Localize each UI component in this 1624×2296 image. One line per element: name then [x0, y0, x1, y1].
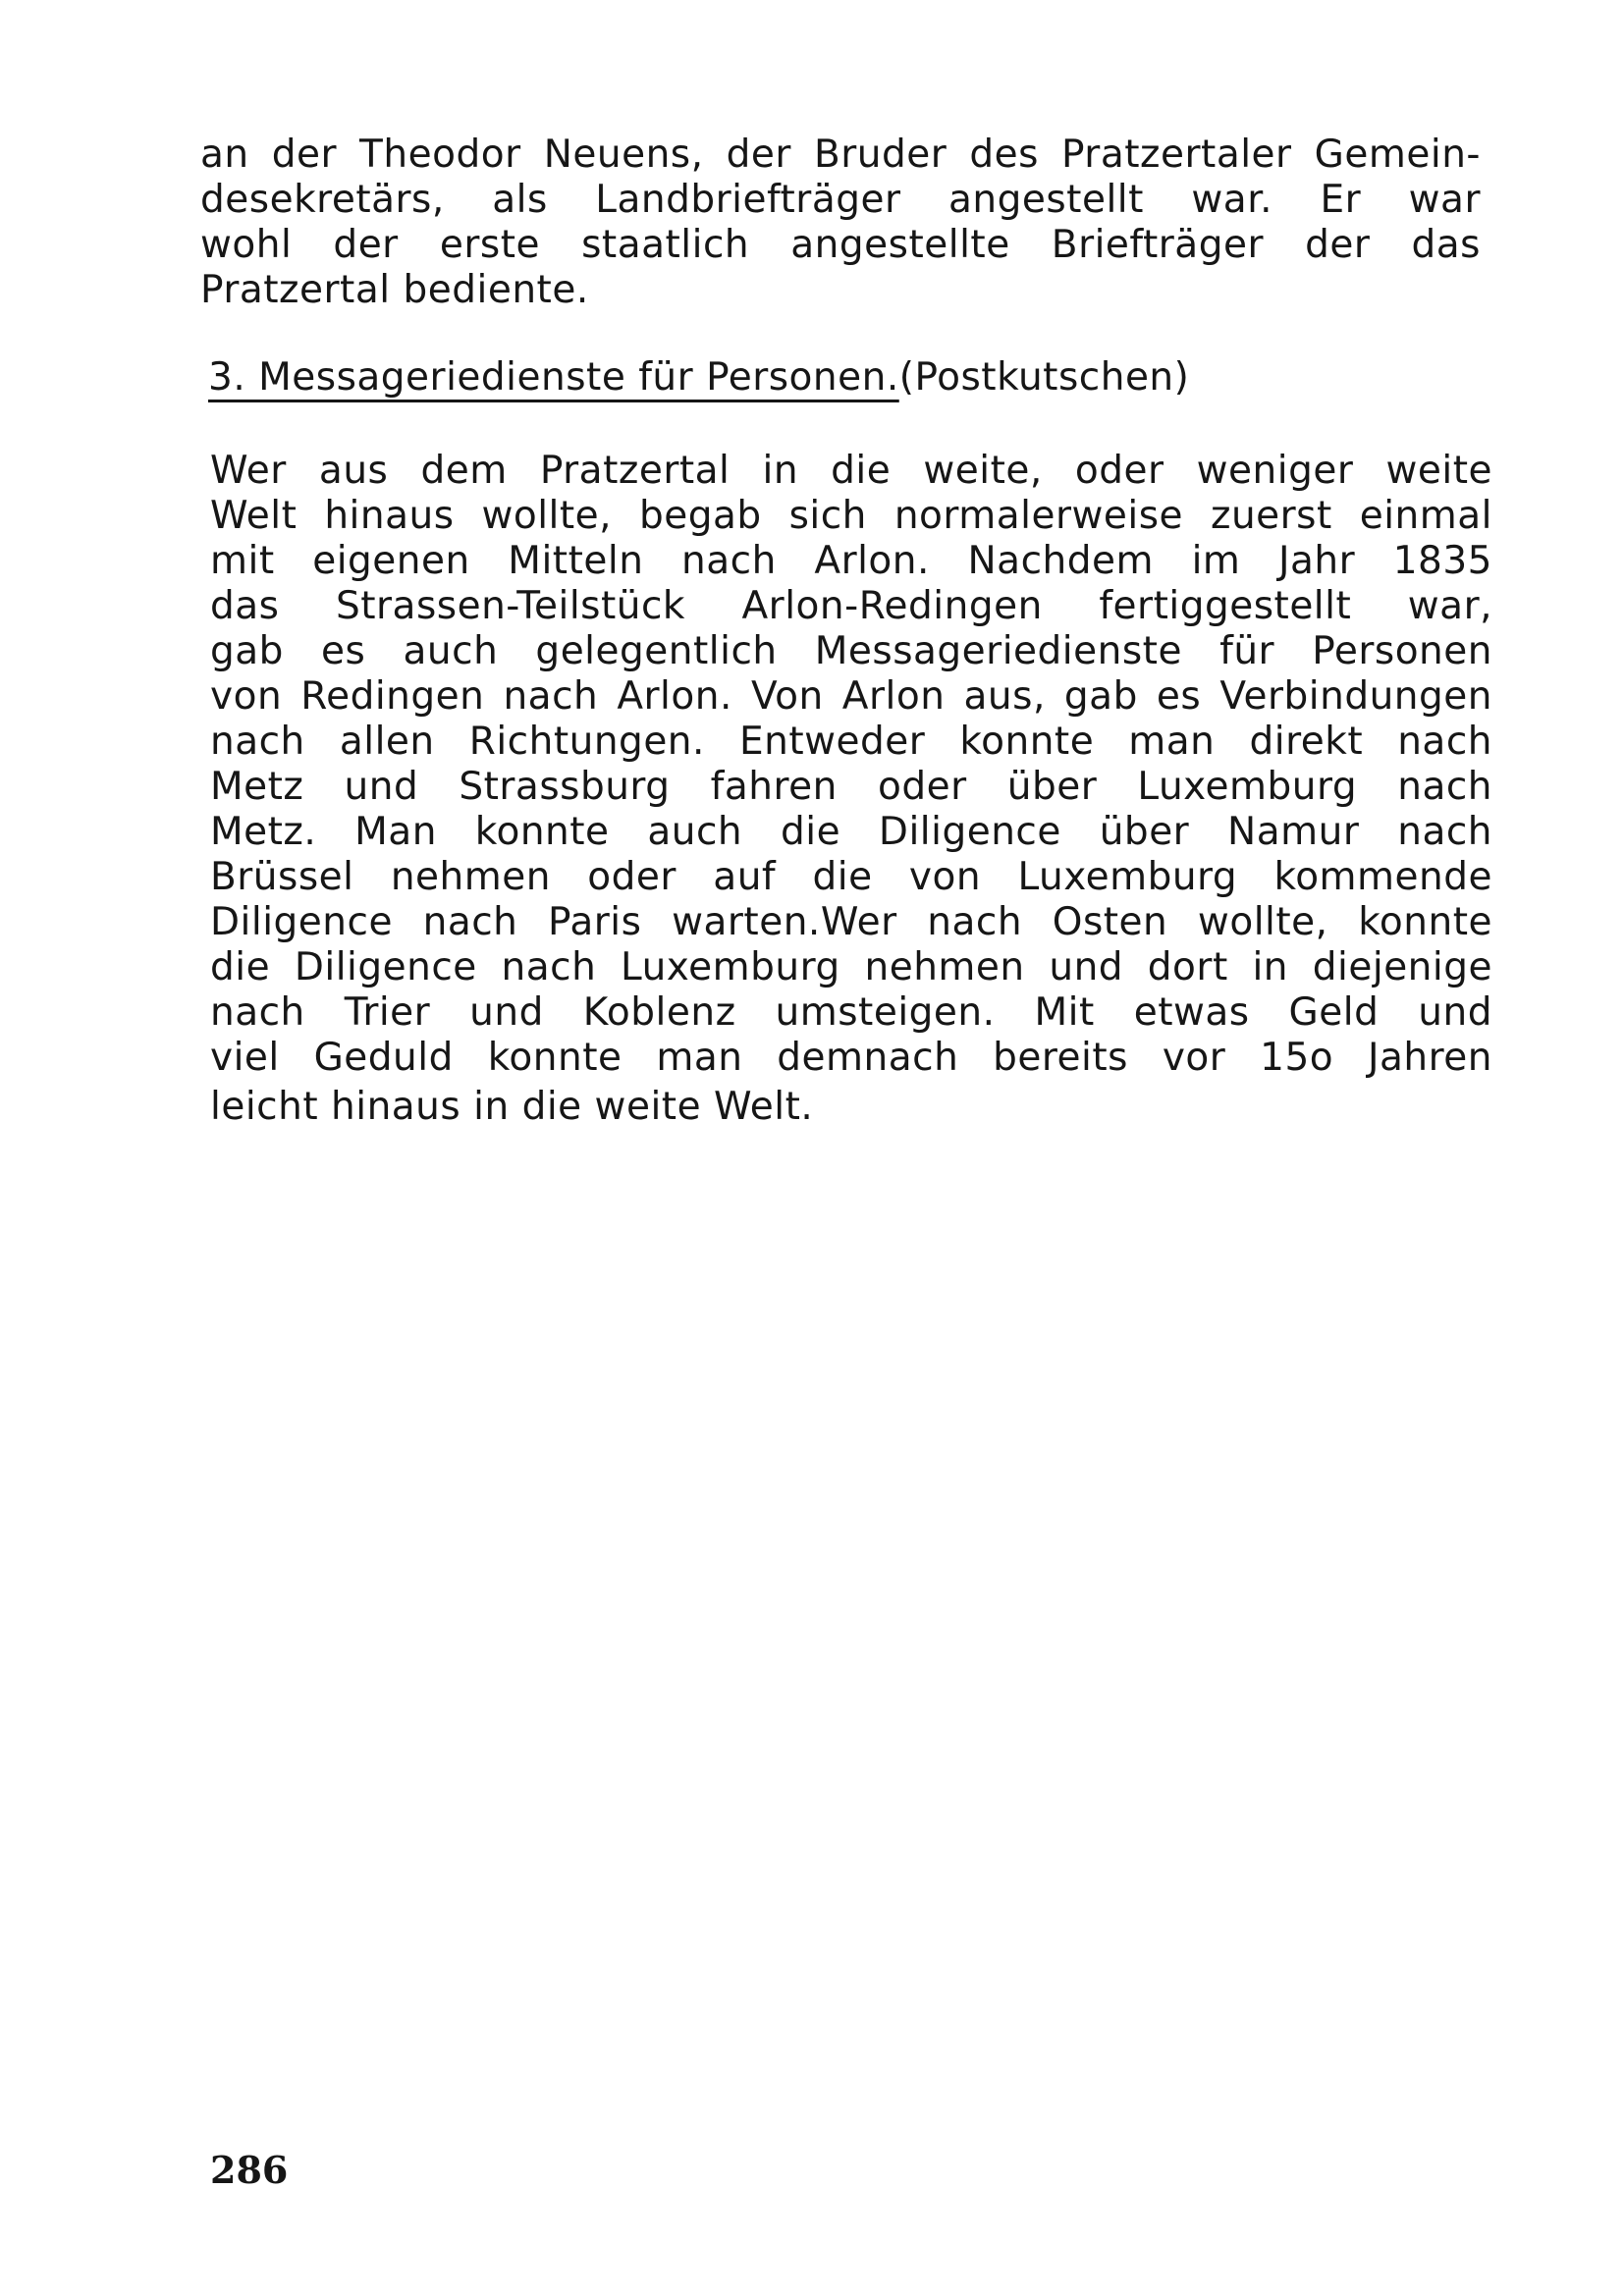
- paragraph-2-line: leicht hinaus in die weite Welt.: [210, 1085, 814, 1129]
- paragraph-1-line: wohl der erste staatlich angestellte Briefträger der das: [200, 223, 1481, 267]
- paragraph-1-line: Pratzertal bediente.: [200, 268, 589, 312]
- paragraph-2-line: von Redingen nach Arlon. Von Arlon aus, gab es Verbindungen: [210, 674, 1492, 719]
- paragraph-2-line: Brüssel nehmen oder auf die von Luxemburg kommende: [210, 855, 1492, 899]
- paragraph-2-line: viel Geduld konnte man demnach bereits vor 15o Jahren: [210, 1036, 1492, 1080]
- paragraph-2-line: nach allen Richtungen. Entweder konnte man direkt nach: [210, 720, 1492, 764]
- paragraph-2-line: Diligence nach Paris warten.Wer nach Osten wollte, konnte: [210, 900, 1492, 944]
- paragraph-1-line: desekretärs, als Landbriefträger angestellt war. Er war: [200, 178, 1481, 222]
- paragraph-2-line: Metz. Man konnte auch die Diligence über Namur nach: [210, 810, 1492, 854]
- paragraph-2-line: Wer aus dem Pratzertal in die weite, oder weniger weite: [210, 449, 1492, 493]
- paragraph-2-line: das Strassen-Teilstück Arlon-Redingen fertiggestellt war,: [210, 584, 1492, 628]
- paragraph-2-line: nach Trier und Koblenz umsteigen. Mit etwas Geld und: [210, 990, 1492, 1035]
- paragraph-1-line: an der Theodor Neuens, der Bruder des Pratzertaler Gemein-: [200, 133, 1481, 177]
- paragraph-2-line: Welt hinaus wollte, begab sich normalerweise zuerst einmal: [210, 494, 1492, 538]
- page-number: 286: [210, 2148, 289, 2192]
- paragraph-2-line: gab es auch gelegentlich Messageriedienste für Personen: [210, 629, 1492, 673]
- paragraph-2-line: Metz und Strassburg fahren oder über Luxemburg nach: [210, 765, 1492, 809]
- paragraph-2-line: mit eigenen Mitteln nach Arlon. Nachdem im Jahr 1835: [210, 539, 1492, 583]
- section-heading-title: 3. Messageriedienste für Personen.: [208, 355, 899, 400]
- paragraph-2-line: die Diligence nach Luxemburg nehmen und dort in diejenige: [210, 945, 1492, 989]
- section-heading: [208, 355, 1189, 400]
- section-heading-subtitle: (Postkutschen): [898, 355, 1190, 400]
